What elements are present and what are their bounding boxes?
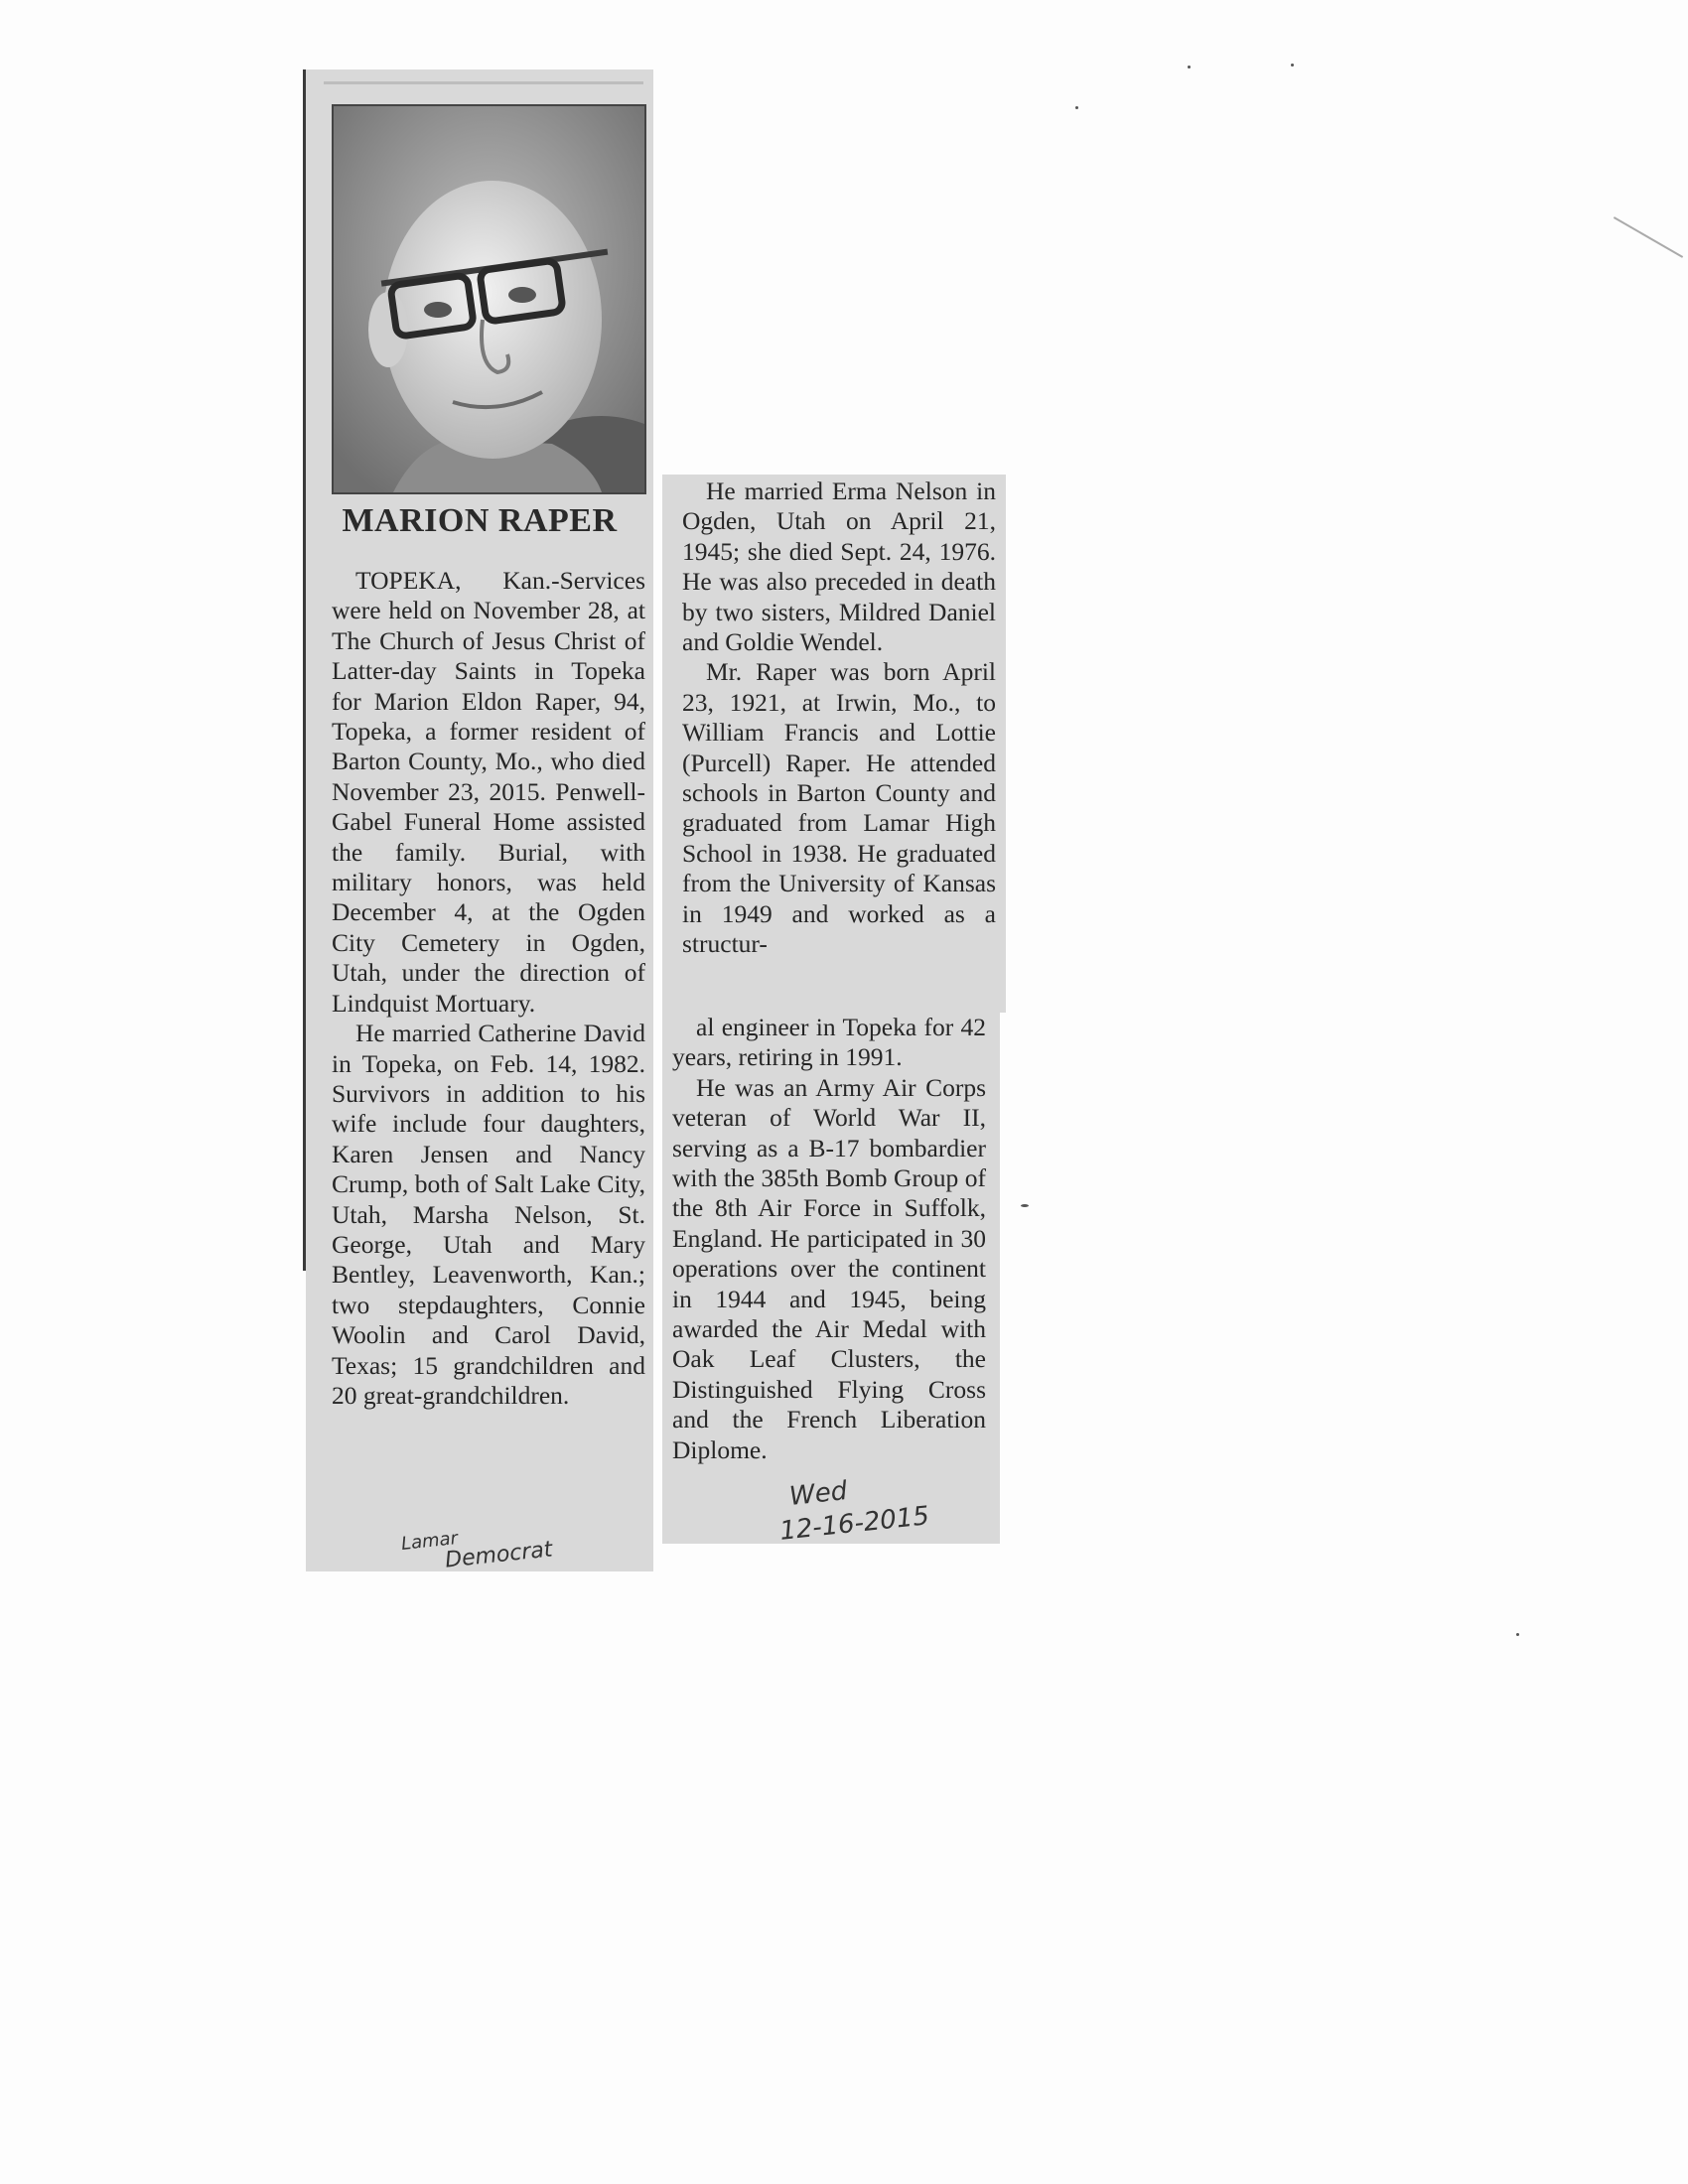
obituary-column-1: [332, 566, 645, 1411]
top-rule: [324, 81, 643, 84]
handwritten-day: Wed: [787, 1476, 849, 1512]
handwritten-date: 12-16-2015: [777, 1501, 931, 1547]
paragraph: Mr. Raper was born April 23, 1921, at Irwin, Mo., to William Francis and Lottie (Purcell) Raper. He attended schools in Barton County and graduated from Lamar High School in 1938. He graduated from the University of Kansas in 1949 and worked as a structur-: [682, 657, 996, 959]
handwritten-source-line2: Democrat: [443, 1537, 554, 1573]
paragraph: He was an Army Air Corps veteran of World War II, serving as a B-17 bombardier with the 385th Bomb Group of the 8th Air Force in Suffolk, England. He participated in 30 operations over the continent in 1944 and 1945, being awarded the Air Medal with Oak Leaf Clusters, the Distinguished Flying Cross and the French Liberation Diplome.: [672, 1072, 986, 1464]
obituary-clipping-right-lower: [662, 1013, 1000, 1547]
scan-speck: [1188, 66, 1191, 68]
portrait-illustration: [334, 106, 644, 492]
paragraph: al engineer in Topeka for 42 years, retiring in 1991.: [672, 1013, 986, 1072]
obituary-column-2b: [672, 1013, 986, 1465]
obituary-column-2a: [682, 477, 996, 960]
obituary-clipping-left: [306, 69, 653, 1571]
obituary-name-heading: MARION RAPER: [342, 502, 618, 539]
paragraph: He married Erma Nelson in Ogden, Utah on April 21, 1945; she died Sept. 24, 1976. He was also preceded in death by two sisters, Mildred Daniel and Goldie Wendel.: [682, 477, 996, 657]
portrait-photo: [332, 104, 646, 494]
scan-speck: [1021, 1204, 1029, 1207]
paragraph: TOPEKA, Kan.-Services were held on November 28, at The Church of Jesus Christ of Latter-day Saints in Topeka for Marion Eldon Raper, 94, Topeka, a former resident of Barton County, Mo., who died November 23, 2015. Penwell-Gabel Funeral Home assisted the family. Burial, with military honors, was held December 4, at the Ogden City Cemetery in Ogden, Utah, under the direction of Lindquist Mortuary.: [332, 566, 645, 1018]
handwritten-source-line1: Lamar: [400, 1528, 459, 1555]
scan-speck: [1075, 106, 1078, 109]
obituary-clipping-right-upper: [662, 475, 1006, 1013]
paragraph: He married Catherine David in Topeka, on Feb. 14, 1982. Survivors in addition to his wife include four daughters, Karen Jensen and Nancy Crump, both of Salt Lake City, Utah, Marsha Nelson, St. George, Utah and Mary Bentley, Leavenworth, Kan.; two stepdaughters, Connie Woolin and Carol David, Texas; 15 grandchildren and 20 great-grandchildren.: [332, 1019, 645, 1410]
scan-speck: [1516, 1633, 1519, 1636]
scan-speck: [1291, 64, 1294, 67]
scan-mark: [1614, 216, 1683, 258]
